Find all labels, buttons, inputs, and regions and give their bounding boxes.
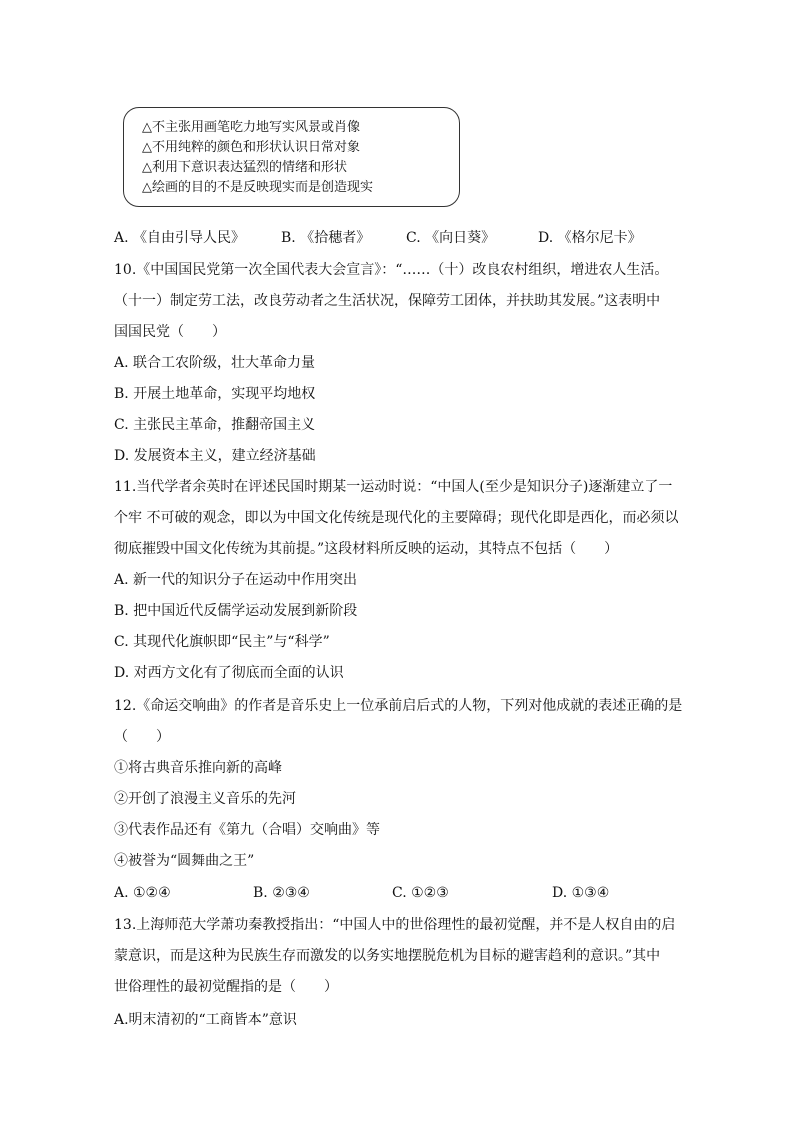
q10-option-b: B. 开展土地革命，实现平均地权 — [114, 386, 316, 402]
q11-option-c: C. 其现代化旗帜即“民主”与“科学” — [114, 634, 330, 650]
q12-item: ③代表作品还有《第九（合唱）交响曲》等 — [114, 822, 380, 838]
q12-stem: （ ） — [114, 729, 170, 745]
q9-option-a: A. 《自由引导人民》 — [114, 230, 246, 246]
q11-stem: 个牢 不可破的观念，即以为中国文化传统是现代化的主要障碍；现代化即是西化，而必须以 — [114, 510, 679, 526]
q13-stem: 蒙意识，而是这种为民族生存而激发的以务实地摆脱危机为目标的避害趋利的意识。”其中 — [114, 948, 661, 964]
material-box — [123, 107, 460, 207]
q11-option-a: A. 新一代的知识分子在运动中作用突出 — [114, 572, 358, 588]
q10-stem: 10.《中国国民党第一次全国代表大会宣言》：“……（十）改良农村组织，增进农人生活。 — [114, 262, 669, 278]
q9-option-c: C. 《向日葵》 — [406, 230, 496, 246]
q13-stem: 13.上海师范大学萧功秦教授指出：“中国人中的世俗理性的最初觉醒，并不是人权自由的启 — [114, 917, 676, 933]
box-line: △不用纯粹的颜色和形状认识日常对象 — [142, 140, 360, 155]
q10-stem: 国国民党（ ） — [114, 324, 226, 340]
q12-item: ④被誉为“圆舞曲之王” — [114, 853, 255, 869]
q12-item: ②开创了浪漫主义音乐的先河 — [114, 791, 296, 807]
q9-option-d: D. 《格尔尼卡》 — [538, 230, 642, 246]
q11-stem: 彻底摧毁中国文化传统为其前提。”这段材料所反映的运动，其特点不包括（ ） — [114, 541, 619, 557]
q10-option-a: A. 联合工农阶级，壮大革命力量 — [114, 355, 316, 371]
box-line: △绘画的目的不是反映现实而是创造现实 — [142, 180, 373, 195]
q12-stem: 12.《命运交响曲》的作者是音乐史上一位承前启后式的人物，下列对他成就的表述正确的是 — [114, 698, 683, 714]
q10-option-c: C. 主张民主革命，推翻帝国主义 — [114, 417, 316, 433]
q11-stem: 11.当代学者余英时在评述民国时期某一运动时说：“中国人(至少是知识分子)逐渐建立了一 — [114, 479, 673, 495]
q11-option-d: D. 对西方文化有了彻底而全面的认识 — [114, 665, 344, 681]
q13-stem: 世俗理性的最初觉醒指的是（ ） — [114, 979, 338, 995]
q10-stem: （十一）制定劳工法，改良劳动者之生活状况，保障劳工团体，并扶助其发展。”这表明中 — [114, 293, 661, 309]
q13-option-a: A.明末清初的“工商皆本”意识 — [114, 1012, 297, 1028]
q11-option-b: B. 把中国近代反儒学运动发展到新阶段 — [114, 603, 358, 619]
q12-option-d: D. ①③④ — [552, 885, 610, 901]
q12-option-a: A. ①②④ — [114, 885, 171, 901]
box-line: △利用下意识表达猛烈的情绪和形状 — [142, 160, 347, 175]
q12-option-c: C. ①②③ — [392, 885, 449, 901]
q10-option-d: D. 发展资本主义，建立经济基础 — [114, 448, 316, 464]
q9-option-b: B. 《拾穗者》 — [281, 230, 371, 246]
q12-option-b: B. ②③④ — [253, 885, 310, 901]
box-line: △不主张用画笔吃力地写实风景或肖像 — [142, 120, 360, 135]
q12-item: ①将古典音乐推向新的高峰 — [114, 760, 282, 776]
